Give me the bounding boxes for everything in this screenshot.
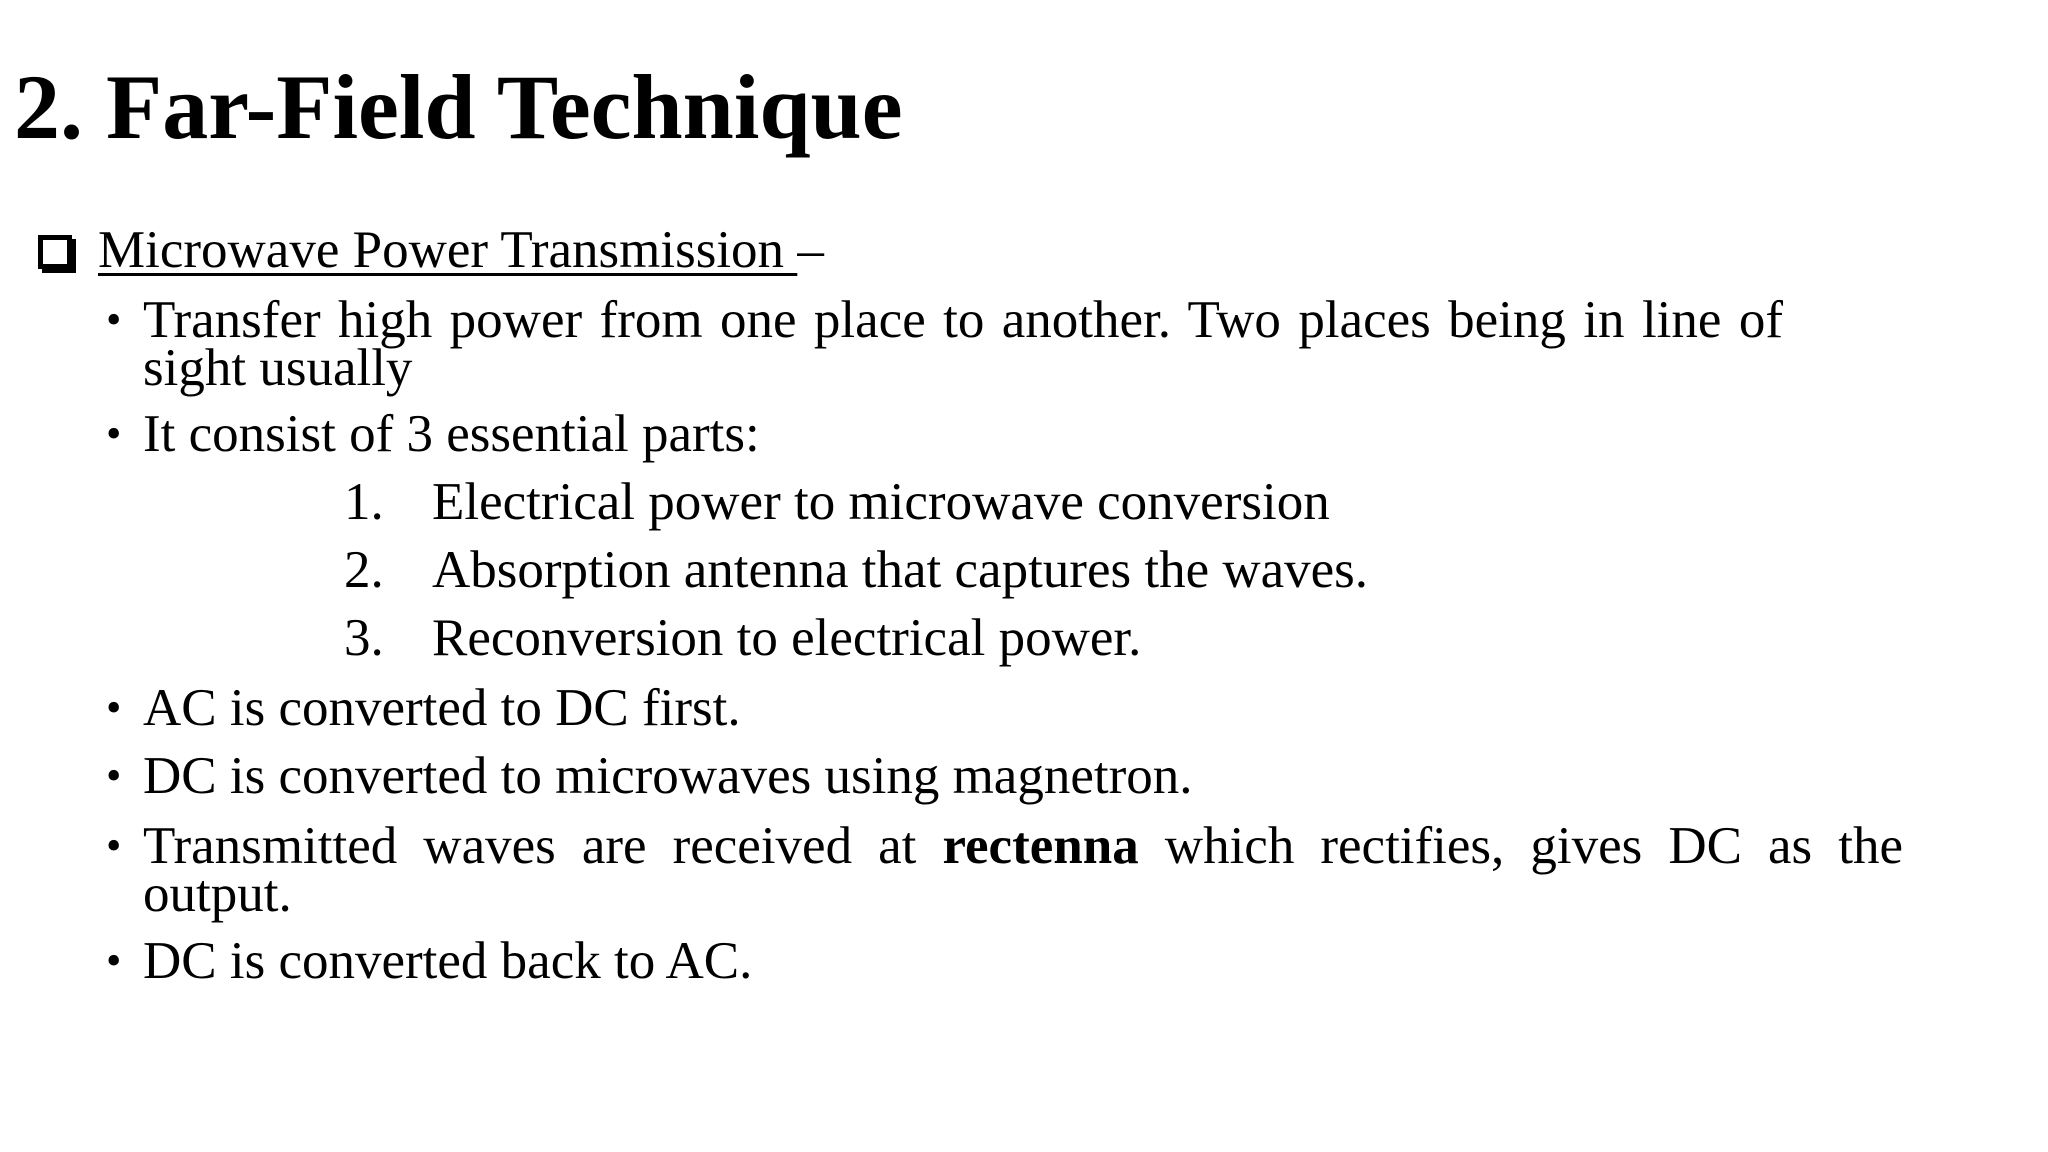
numbered-item-text: Reconversion to electrical power. [432,609,1142,667]
bullet-text-5-after: which rectifies, gives DC as the output. [143,817,1903,923]
numbered-item-number: 1. [344,473,384,531]
bullet-text-5-bold: rectenna [942,817,1139,875]
section-heading [38,218,824,282]
bullet-text-5-before: Transmitted waves are received at [143,817,943,875]
slide-title: 2. Far-Field Technique [14,56,903,158]
numbered-item-text: Absorption antenna that captures the waves. [432,541,1369,599]
bullet-item-2 [106,405,1915,463]
section-heading-dash: – [797,221,824,279]
section-heading-text: Microwave Power Transmission [98,221,798,279]
numbered-item-number: 3. [344,609,384,667]
bullet-item-5 [106,817,1903,923]
bullet-item-3 [106,679,1915,737]
numbered-item-number: 2. [344,541,384,599]
bullet-dot: • [106,683,122,732]
bullet-text-2: It consist of 3 essential parts: [143,405,760,463]
numbered-item-3 [344,606,1141,670]
bullet-text-1-line1: Transfer high power from one place to another. Two places being in line of [143,291,1783,349]
numbered-item-2 [344,538,1368,602]
numbered-item-text: Electrical power to microwave conversion [432,473,1330,531]
bullet-item-6 [106,932,1915,990]
bullet-item-1 [106,291,1915,397]
bullet-text-5 [143,817,1903,923]
checkbox-square-icon [38,235,72,269]
bullet-text-6: DC is converted back to AC. [143,932,753,990]
bullet-text-1-line2: sight usually [143,339,413,397]
bullet-text-4: DC is converted to microwaves using magnetron. [143,747,1193,805]
bullet-dot: • [106,751,122,800]
bullet-dot: • [106,295,122,344]
bullet-dot: • [106,821,122,870]
bullet-dot: • [106,936,122,985]
numbered-item-1 [344,470,1330,534]
bullet-dot: • [106,409,122,458]
bullet-text-3: AC is converted to DC first. [143,679,741,737]
bullet-item-4 [106,747,1915,805]
